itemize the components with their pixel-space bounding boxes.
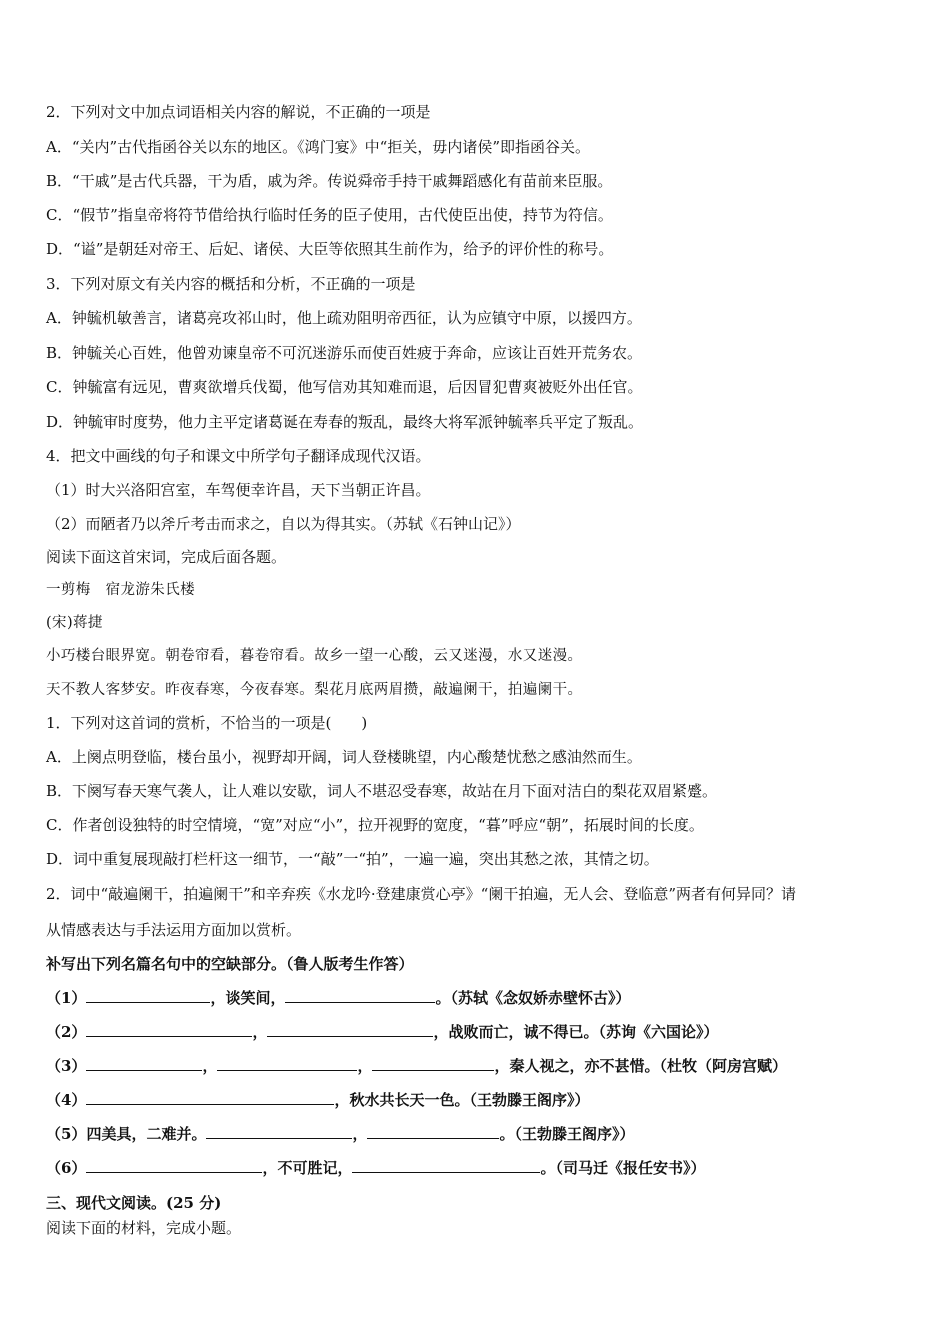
poem-author: (宋)蒋捷: [46, 615, 103, 631]
fill-item-2: [46, 1022, 718, 1042]
poem-intro: 阅读下面这首宋词，完成后面各题。: [46, 548, 287, 566]
section-3-heading: 三、现代文阅读。(25 分): [46, 1194, 222, 1212]
fill-item-text: ，秦人视之，亦不甚惜。（杜牧（阿房宫赋）: [494, 1057, 787, 1075]
q2-option-d: D．“谥”是朝廷对帝王、后妃、诸侯、大臣等依照其生前作为，给予的评价性的称号。: [46, 240, 614, 258]
answer-blank[interactable]: [285, 988, 435, 1003]
fill-item-number: （6）: [46, 1159, 87, 1177]
section-3-intro: 阅读下面的材料，完成小题。: [46, 1219, 242, 1237]
fill-item-3: [46, 1056, 787, 1076]
fill-item-text: 。（王勃滕王阁序》）: [499, 1125, 635, 1143]
fill-item-number: （3）: [46, 1057, 87, 1075]
fill-blanks-heading: 补写出下列名篇名句中的空缺部分。（鲁人版考生作答）: [46, 955, 414, 973]
fill-item-5: [46, 1124, 634, 1144]
fill-item-number: （4）: [46, 1091, 87, 1109]
answer-blank[interactable]: [217, 1056, 357, 1071]
fill-item-text: ，: [352, 1125, 368, 1143]
fill-item-text: 四美具，二难并。: [86, 1125, 207, 1143]
fill-item-number: （1）: [46, 989, 87, 1007]
q3-stem: 3．下列对原文有关内容的概括和分析，不正确的一项是: [46, 275, 416, 293]
fill-item-1: [46, 988, 630, 1008]
q2-option-c: C．“假节”指皇帝将符节借给执行临时任务的臣子使用，古代使臣出使，持节为符信。: [46, 206, 613, 224]
answer-blank[interactable]: [206, 1124, 352, 1139]
answer-blank[interactable]: [352, 1158, 540, 1173]
poem-q1-option-d: D．词中重复展现敲打栏杆这一细节，一“敲”一“拍”，一遍一遍，突出其愁之浓，其情之切。: [46, 850, 659, 868]
q3-option-a: A．钟毓机敏善言，诸葛亮攻祁山时，他上疏劝阻明帝西征，认为应镇守中原，以援四方。: [46, 309, 642, 327]
q3-option-c: C．钟毓富有远见，曹爽欲增兵伐蜀，他写信劝其知难而退，后因冒犯曹爽被贬外出任官。: [46, 378, 643, 396]
fill-item-text: ，秋水共长天一色。（王勃滕王阁序》）: [334, 1091, 590, 1109]
answer-blank[interactable]: [86, 1022, 252, 1037]
q3-option-d: D．钟毓审时度势，他力主平定诸葛诞在寿春的叛乱，最终大将军派钟毓率兵平定了叛乱。: [46, 413, 644, 431]
fill-item-text: 。（司马迁《报任安书》）: [540, 1159, 706, 1177]
fill-item-text: ，: [202, 1057, 218, 1075]
answer-blank[interactable]: [86, 1158, 262, 1173]
poem-q1-option-b: B．下阕写春天寒气袭人，让人难以安歇，词人不堪忍受春寒，故站在月下面对洁白的梨花双眉紧蹙。: [46, 782, 718, 800]
poem-line-1: 小巧楼台眼界宽。朝卷帘看，暮卷帘看。故乡一望一心酸，云又迷漫，水又迷漫。: [46, 648, 583, 664]
fill-item-text: ，战败而亡，诚不得已。（苏询《六国论》）: [433, 1023, 719, 1041]
answer-blank[interactable]: [86, 988, 210, 1003]
q2-option-b: B．“干戚”是古代兵器，干为盾，戚为斧。传说舜帝手持干戚舞蹈感化有苗前来臣服。: [46, 172, 613, 190]
poem-title: 一剪梅 宿龙游朱氏楼: [46, 582, 195, 598]
fill-item-text: ，: [252, 1023, 268, 1041]
answer-blank[interactable]: [372, 1056, 494, 1071]
poem-q1-stem: 1．下列对这首词的赏析，不恰当的一项是( ): [46, 714, 368, 732]
q2-stem: 2．下列对文中加点词语相关内容的解说，不正确的一项是: [46, 103, 431, 121]
answer-blank[interactable]: [367, 1124, 499, 1139]
fill-item-text: ，谈笑间，: [210, 989, 286, 1007]
poem-q1-option-c: C．作者创设独特的时空情境，“宽”对应“小”，拉开视野的宽度，“暮”呼应“朝”，拓展时间的长度。: [46, 816, 704, 834]
answer-blank[interactable]: [86, 1090, 334, 1105]
poem-q2-line-1: 2．词中“敲遍阑干，拍遍阑干”和辛弃疾《水龙吟·登建康赏心亭》“阑干拍遍，无人会、登临意”两者有何异同？请: [46, 885, 796, 903]
poem-line-2: 天不教人客梦安。昨夜春寒，今夜春寒。梨花月底两眉攒，敲遍阑干，拍遍阑干。: [46, 682, 583, 698]
q4-stem: 4．把文中画线的句子和课文中所学句子翻译成现代汉语。: [46, 447, 431, 465]
answer-blank[interactable]: [267, 1022, 433, 1037]
q3-option-b: B．钟毓关心百姓，他曾劝谏皇帝不可沉迷游乐而使百姓疲于奔命，应该让百姓开荒务农。: [46, 344, 643, 362]
fill-item-text: 。（苏轼《念奴娇赤壁怀古》）: [435, 989, 631, 1007]
fill-item-6: [46, 1158, 705, 1178]
q4-item-2: （2）而陋者乃以斧斤考击而求之，自以为得其实。（苏轼《石钟山记》）: [46, 515, 521, 533]
answer-blank[interactable]: [86, 1056, 202, 1071]
poem-q1-option-a: A．上阕点明登临，楼台虽小，视野却开阔，词人登楼眺望，内心酸楚忧愁之感油然而生。: [46, 748, 642, 766]
fill-item-number: （2）: [46, 1023, 87, 1041]
fill-item-4: [46, 1090, 589, 1110]
fill-item-text: ，不可胜记，: [262, 1159, 353, 1177]
q2-option-a: A．“关内”古代指函谷关以东的地区。《鸿门宴》中“拒关，毋内诸侯”即指函谷关。: [46, 138, 591, 156]
fill-item-text: ，: [357, 1057, 373, 1075]
poem-q2-line-2: 从情感表达与手法运用方面加以赏析。: [46, 921, 302, 939]
q4-item-1: （1）时大兴洛阳宫室，车驾便幸许昌，天下当朝正许昌。: [46, 481, 431, 499]
fill-item-number: （5）: [46, 1125, 87, 1143]
